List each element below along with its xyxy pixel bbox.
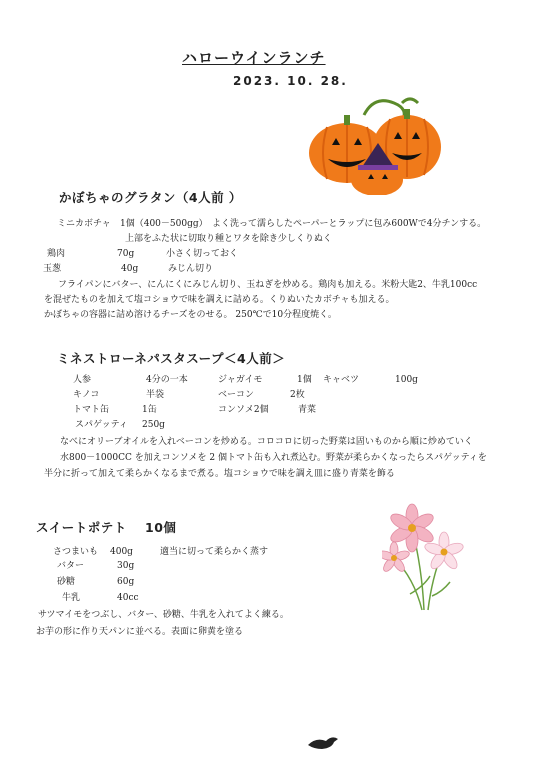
page-title: ハローウインランチ [182, 49, 326, 67]
ingredient-amount: 4分の一本 [146, 375, 188, 385]
instruction-line: フライパンにバター、にんにくにみじん切り、玉ねぎを炒める。鶏肉も加える。米粉大匙2、牛乳100cc [58, 280, 478, 290]
ingredient-name: バター [57, 561, 85, 571]
ingredient-name: トマト缶 [73, 405, 110, 415]
ingredient-amount: 40g [121, 264, 139, 274]
ingredient-name: ミニカボチャ [57, 219, 111, 229]
ingredient-note: よく洗って濡らしたペーパーとラップに包み600Wで4分チンする。 [212, 219, 487, 229]
ingredient-name: 砂糖 [57, 577, 76, 587]
bird-icon [306, 735, 342, 751]
ingredient-note: 小さく切っておく [166, 249, 239, 259]
section-heading-sweet-potato: スイートポテト [36, 520, 127, 535]
instruction-line: を混ぜたものを加えて塩コショウで味を調えに詰める。くりぬいたカボチャも加える。 [44, 295, 395, 305]
instruction-line: 水800－1000CC を加えコンソメを 2 個トマト缶も入れ煮込む。野菜が柔らかくなったらスパゲッティを [60, 453, 487, 463]
instruction-line: サツマイモをつぶし、バター、砂糖、牛乳を入れてよく練る。 [38, 610, 289, 620]
ingredient-amount: 100g [395, 375, 418, 385]
ingredient-name: 鶏肉 [47, 249, 66, 259]
ingredient-name: キャベツ [323, 375, 360, 385]
instruction-line: かぼちゃの容器に詰め溶けるチーズをのせる。 250℃で10分程度焼く。 [44, 310, 337, 320]
instruction-line: 半分に折って加えて柔らかくなるまで煮る。塩コショウで味を調え皿に盛り青菜を飾る [44, 469, 395, 479]
ingredient-amount: 1缶 [142, 405, 157, 415]
ingredient-note: 適当に切って柔らかく蒸す [160, 547, 269, 557]
section-count: 10個 [145, 520, 177, 535]
section-heading-minestrone: ミネストローネパスタスープ＜4人前＞ [57, 351, 286, 366]
ingredient-name: スパゲッティ [75, 420, 128, 430]
ingredient-amount: 1個 [297, 375, 312, 385]
instruction-line: なべにオリーブオイルを入れベーコンを炒める。コロコロに切った野菜は固いものから順に炒めていく [60, 437, 473, 447]
section-heading-gratin: かぼちゃのグラタン（4人前 ） [59, 190, 242, 205]
ingredient-name: 牛乳 [62, 593, 81, 603]
ingredient-name: コンソメ2個 [218, 405, 269, 415]
pumpkin-icon [302, 95, 442, 195]
ingredient-amount: 40cc [117, 593, 139, 603]
ingredient-name: キノコ [73, 390, 100, 400]
ingredient-amount: 250g [142, 420, 165, 430]
ingredient-amount: 半袋 [146, 390, 165, 400]
ingredient-note: 上部をふた状に切取り種とワタを除き少しくりぬく [125, 234, 332, 244]
ingredient-amount: 1個（400－500gg） [120, 219, 208, 229]
ingredient-amount: 60g [117, 577, 135, 587]
instruction-line: お芋の形に作り天パンに並べる。表面に卵黄を塗る [36, 627, 244, 637]
ingredient-amount: 30g [117, 561, 135, 571]
ingredient-name: 人参 [73, 375, 92, 385]
ingredient-name: さつまいも [53, 547, 99, 557]
ingredient-amount: 400g [110, 547, 133, 557]
ingredient-name: 青菜 [298, 405, 317, 415]
date-label: 2023. 10. 28. [233, 74, 348, 88]
ingredient-name: 玉葱 [43, 264, 62, 274]
cosmos-flower-icon [382, 498, 467, 613]
ingredient-amount: 2枚 [290, 390, 305, 400]
ingredient-amount: 70g [117, 249, 135, 259]
ingredient-name: ジャガイモ [218, 375, 263, 385]
ingredient-name: ベーコン [218, 390, 255, 400]
ingredient-note: みじん切り [168, 264, 214, 274]
